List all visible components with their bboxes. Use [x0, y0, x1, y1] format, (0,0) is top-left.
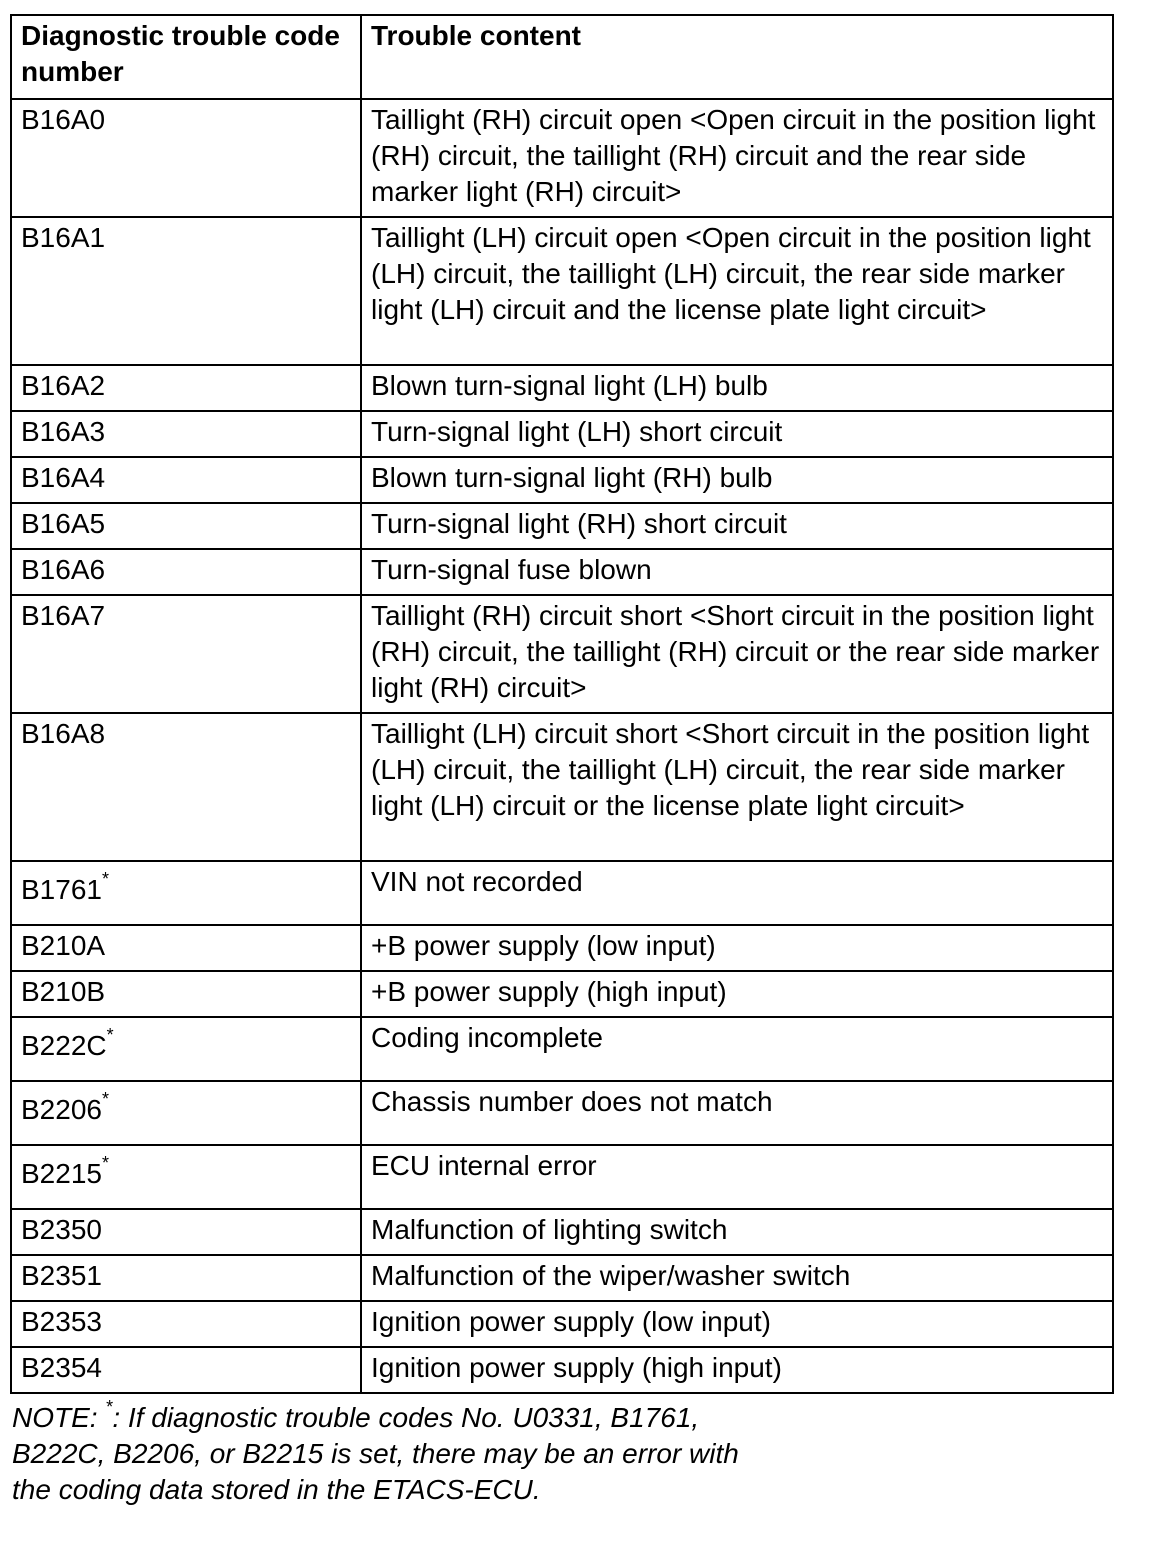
code-text: B2206	[21, 1094, 102, 1125]
content-cell: Ignition power supply (low input)	[361, 1301, 1113, 1347]
content-cell: Blown turn-signal light (RH) bulb	[361, 457, 1113, 503]
table-row	[11, 365, 1113, 411]
footnote-asterisk: *	[105, 1396, 113, 1417]
table-row	[11, 1017, 1113, 1081]
asterisk-mark: *	[106, 1024, 114, 1045]
code-cell: B16A0	[11, 99, 361, 217]
table-row	[11, 861, 1113, 925]
code-cell: B16A6	[11, 549, 361, 595]
code-cell: B2353	[11, 1301, 361, 1347]
content-cell: +B power supply (high input)	[361, 971, 1113, 1017]
code-text: B222C	[21, 1030, 107, 1061]
code-cell: B16A3	[11, 411, 361, 457]
code-text: B2215	[21, 1158, 102, 1189]
content-cell: Ignition power supply (high input)	[361, 1347, 1113, 1393]
table-row	[11, 549, 1113, 595]
content-cell: Taillight (LH) circuit open <Open circuit in the position light (LH) circuit, the taillight (LH) circuit, the rear side marker light (LH) circuit and the license plate light circuit>	[361, 217, 1113, 365]
asterisk-mark: *	[101, 1152, 109, 1173]
table-header-row	[11, 15, 1113, 99]
code-cell: B16A5	[11, 503, 361, 549]
code-cell: B16A1	[11, 217, 361, 365]
table-row	[11, 1145, 1113, 1209]
content-cell: +B power supply (low input)	[361, 925, 1113, 971]
content-cell: Malfunction of lighting switch	[361, 1209, 1113, 1255]
table-row	[11, 1347, 1113, 1393]
code-cell: B2351	[11, 1255, 361, 1301]
code-cell: B2350	[11, 1209, 361, 1255]
code-cell: B16A7	[11, 595, 361, 713]
asterisk-mark: *	[101, 1088, 109, 1109]
code-cell	[11, 1081, 361, 1145]
code-cell	[11, 861, 361, 925]
table-row	[11, 99, 1113, 217]
header-content: Trouble content	[361, 15, 1113, 99]
table-row	[11, 595, 1113, 713]
content-cell: Coding incomplete	[361, 1017, 1113, 1081]
dtc-table	[10, 14, 1114, 1394]
content-cell: Blown turn-signal light (LH) bulb	[361, 365, 1113, 411]
code-cell: B16A2	[11, 365, 361, 411]
code-cell	[11, 1145, 361, 1209]
table-row	[11, 1209, 1113, 1255]
footnote-prefix: NOTE:	[12, 1402, 106, 1433]
code-cell: B210B	[11, 971, 361, 1017]
table-row	[11, 411, 1113, 457]
content-cell: Turn-signal light (RH) short circuit	[361, 503, 1113, 549]
asterisk-mark: *	[101, 868, 109, 889]
footnote-text: : If diagnostic trouble codes No. U0331, B1761, B222C, B2206, or B2215 is set, there may be an error with the coding data stored in the ETACS-ECU.	[12, 1402, 739, 1505]
table-row	[11, 1301, 1113, 1347]
code-text: B1761	[21, 874, 102, 905]
table-row	[11, 925, 1113, 971]
code-cell	[11, 1017, 361, 1081]
table-row	[11, 713, 1113, 861]
content-cell: Taillight (LH) circuit short <Short circuit in the position light (LH) circuit, the taillight (LH) circuit, the rear side marker light (LH) circuit or the license plate light circuit>	[361, 713, 1113, 861]
content-cell: Taillight (RH) circuit short <Short circuit in the position light (RH) circuit, the taillight (RH) circuit or the rear side marker light (RH) circuit>	[361, 595, 1113, 713]
content-cell: Turn-signal light (LH) short circuit	[361, 411, 1113, 457]
code-cell: B2354	[11, 1347, 361, 1393]
content-cell: VIN not recorded	[361, 861, 1113, 925]
table-row	[11, 503, 1113, 549]
content-cell: Chassis number does not match	[361, 1081, 1113, 1145]
table-row	[11, 1255, 1113, 1301]
code-cell: B16A8	[11, 713, 361, 861]
footnote	[12, 1396, 772, 1508]
table-row	[11, 457, 1113, 503]
code-cell: B210A	[11, 925, 361, 971]
code-cell: B16A4	[11, 457, 361, 503]
table-row	[11, 217, 1113, 365]
content-cell: Taillight (RH) circuit open <Open circuit in the position light (RH) circuit, the taillight (RH) circuit and the rear side marker light (RH) circuit>	[361, 99, 1113, 217]
content-cell: Malfunction of the wiper/washer switch	[361, 1255, 1113, 1301]
header-code: Diagnostic trouble code number	[11, 15, 361, 99]
content-cell: ECU internal error	[361, 1145, 1113, 1209]
table-row	[11, 971, 1113, 1017]
content-cell: Turn-signal fuse blown	[361, 549, 1113, 595]
table-row	[11, 1081, 1113, 1145]
